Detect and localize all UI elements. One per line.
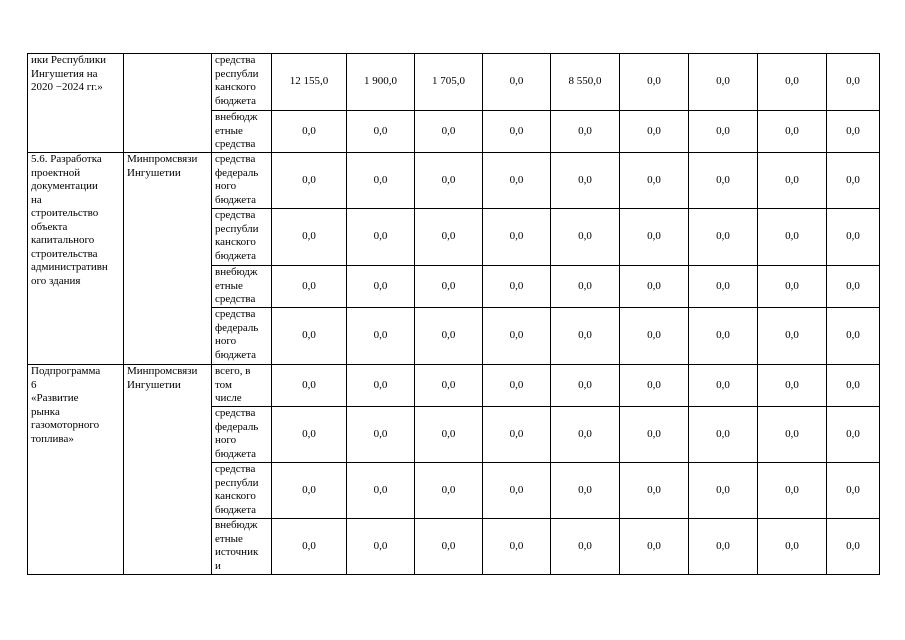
value-cell: 0,0	[689, 111, 758, 153]
funding-source-cell: внебюдж етные источник и	[212, 519, 272, 575]
value-cell: 0,0	[551, 365, 620, 407]
value-cell: 0,0	[483, 111, 551, 153]
value-cell: 0,0	[272, 308, 347, 365]
value-cell: 12 155,0	[272, 54, 347, 111]
value-cell: 0,0	[272, 111, 347, 153]
value-cell: 0,0	[272, 407, 347, 463]
value-cell: 1 705,0	[415, 54, 483, 111]
value-cell: 1 900,0	[347, 54, 415, 111]
funding-source-cell: средства республи канского бюджета	[212, 209, 272, 266]
value-cell: 0,0	[827, 209, 880, 266]
value-cell: 0,0	[827, 407, 880, 463]
value-cell: 0,0	[758, 519, 827, 575]
value-cell: 0,0	[272, 463, 347, 519]
value-cell: 0,0	[415, 153, 483, 209]
value-cell: 0,0	[758, 266, 827, 308]
executor-cell: Минпромсвязи Ингушетии	[124, 365, 212, 575]
value-cell: 0,0	[758, 407, 827, 463]
value-cell: 0,0	[758, 463, 827, 519]
funding-source-cell: средства федераль ного бюджета	[212, 153, 272, 209]
funding-source-cell: средства республи канского бюджета	[212, 54, 272, 111]
value-cell: 0,0	[620, 209, 689, 266]
value-cell: 0,0	[483, 153, 551, 209]
value-cell: 0,0	[483, 519, 551, 575]
value-cell: 0,0	[483, 365, 551, 407]
value-cell: 0,0	[620, 308, 689, 365]
value-cell: 0,0	[689, 407, 758, 463]
value-cell: 0,0	[272, 153, 347, 209]
value-cell: 0,0	[827, 365, 880, 407]
executor-cell: Минпромсвязи Ингушетии	[124, 153, 212, 365]
funding-source-cell: всего, в том числе	[212, 365, 272, 407]
value-cell: 0,0	[483, 308, 551, 365]
value-cell: 0,0	[689, 308, 758, 365]
value-cell: 0,0	[483, 463, 551, 519]
value-cell: 0,0	[827, 54, 880, 111]
value-cell: 0,0	[620, 463, 689, 519]
value-cell: 0,0	[347, 519, 415, 575]
funding-source-cell: средства федераль ного бюджета	[212, 407, 272, 463]
value-cell: 0,0	[272, 365, 347, 407]
value-cell: 0,0	[620, 365, 689, 407]
value-cell: 0,0	[272, 266, 347, 308]
value-cell: 0,0	[415, 111, 483, 153]
value-cell: 0,0	[758, 54, 827, 111]
value-cell: 0,0	[483, 209, 551, 266]
value-cell: 0,0	[347, 463, 415, 519]
value-cell: 0,0	[689, 209, 758, 266]
value-cell: 0,0	[415, 519, 483, 575]
value-cell: 0,0	[620, 266, 689, 308]
value-cell: 0,0	[827, 308, 880, 365]
funding-source-cell: внебюдж етные средства	[212, 266, 272, 308]
value-cell: 0,0	[551, 111, 620, 153]
value-cell: 0,0	[758, 111, 827, 153]
subprogram-name-cell: Подпрограмма 6 «Развитие рынка газомоторного топлива»	[28, 365, 124, 575]
value-cell: 0,0	[347, 111, 415, 153]
value-cell: 0,0	[689, 153, 758, 209]
value-cell: 0,0	[415, 266, 483, 308]
value-cell: 0,0	[551, 407, 620, 463]
value-cell: 0,0	[415, 463, 483, 519]
value-cell: 0,0	[551, 519, 620, 575]
value-cell: 0,0	[551, 209, 620, 266]
value-cell: 0,0	[415, 308, 483, 365]
value-cell: 0,0	[620, 54, 689, 111]
table-row	[28, 54, 880, 111]
value-cell: 0,0	[347, 308, 415, 365]
value-cell: 0,0	[689, 54, 758, 111]
funding-source-cell: внебюдж етные средства	[212, 111, 272, 153]
budget-table	[27, 53, 880, 575]
value-cell: 8 550,0	[551, 54, 620, 111]
value-cell: 0,0	[827, 111, 880, 153]
value-cell: 0,0	[689, 266, 758, 308]
value-cell: 0,0	[827, 463, 880, 519]
value-cell: 0,0	[347, 153, 415, 209]
value-cell: 0,0	[689, 519, 758, 575]
value-cell: 0,0	[551, 308, 620, 365]
value-cell: 0,0	[827, 153, 880, 209]
value-cell: 0,0	[758, 153, 827, 209]
value-cell: 0,0	[551, 463, 620, 519]
value-cell: 0,0	[620, 153, 689, 209]
value-cell: 0,0	[689, 365, 758, 407]
value-cell: 0,0	[620, 407, 689, 463]
value-cell: 0,0	[415, 365, 483, 407]
table-row	[28, 365, 880, 407]
value-cell: 0,0	[347, 209, 415, 266]
value-cell: 0,0	[551, 266, 620, 308]
measure-name-cell: 5.6. Разработка проектной документации на строительство объекта капитального строительства административн ого здания	[28, 153, 124, 365]
value-cell: 0,0	[758, 365, 827, 407]
table-row	[28, 153, 880, 209]
value-cell: 0,0	[415, 209, 483, 266]
value-cell: 0,0	[620, 519, 689, 575]
value-cell: 0,0	[272, 519, 347, 575]
funding-source-cell: средства республи канского бюджета	[212, 463, 272, 519]
value-cell: 0,0	[551, 153, 620, 209]
value-cell: 0,0	[483, 54, 551, 111]
value-cell: 0,0	[347, 365, 415, 407]
value-cell: 0,0	[758, 209, 827, 266]
executor-cell	[124, 54, 212, 153]
funding-source-cell: средства федераль ного бюджета	[212, 308, 272, 365]
value-cell: 0,0	[827, 519, 880, 575]
value-cell: 0,0	[415, 407, 483, 463]
value-cell: 0,0	[483, 407, 551, 463]
value-cell: 0,0	[827, 266, 880, 308]
value-cell: 0,0	[689, 463, 758, 519]
value-cell: 0,0	[758, 308, 827, 365]
value-cell: 0,0	[347, 266, 415, 308]
value-cell: 0,0	[483, 266, 551, 308]
value-cell: 0,0	[347, 407, 415, 463]
measure-name-cell: ики Республики Ингушетия на 2020 −2024 гг.»	[28, 54, 124, 153]
value-cell: 0,0	[272, 209, 347, 266]
value-cell: 0,0	[620, 111, 689, 153]
